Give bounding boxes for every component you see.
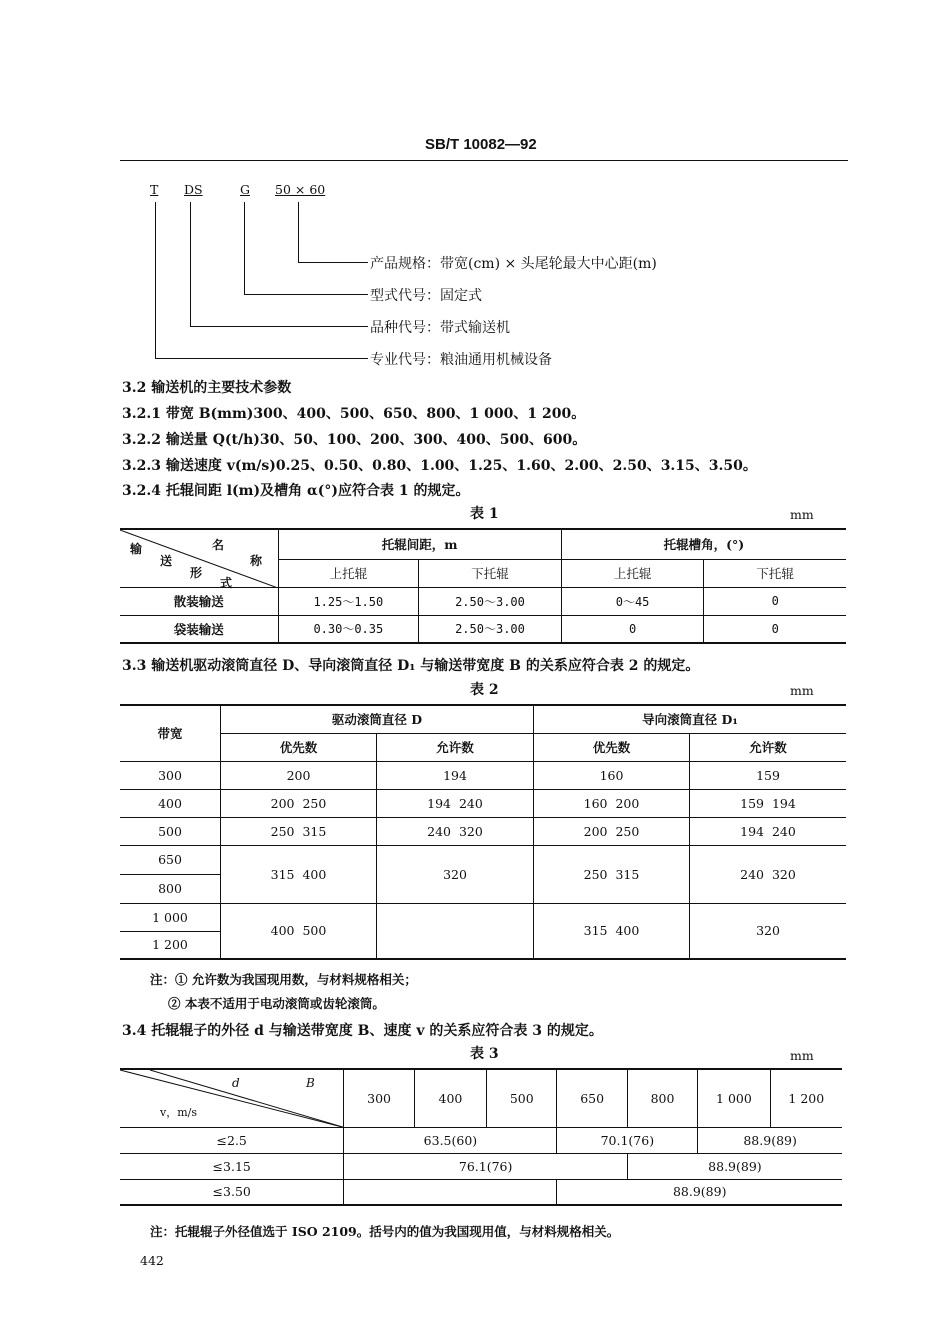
- table1-unit: mm: [790, 507, 814, 522]
- table-row: 400 200 250 194 240 160 200 159 194: [120, 789, 846, 817]
- table2-col0: 带宽: [120, 705, 221, 761]
- section-3-3: 3.3 输送机驱动滚筒直径 D、导向滚筒直径 D₁ 与输送带宽度 B 的关系应符合表 2 的规定。: [122, 658, 700, 674]
- section-3-2: 3.2 输送机的主要技术参数: [122, 380, 292, 396]
- code-label-spec: 产品规格：带宽(cm) × 头尾轮最大中心距(m): [370, 256, 657, 272]
- code-label-type: 型式代号：固定式: [370, 288, 482, 304]
- table2: 带宽 驱动滚筒直径 D 导向滚筒直径 D₁ 优先数 允许数 优先数 允许数 300 200 194 160 159 400 200 250 194 240 160 200 159 194 500 250 315 240 320 200 250 194 240 650 315 400 320 250 315 240 320 800 1 000 400 500 315 400 320 1 200: [120, 704, 846, 960]
- table2-note-2: ② 本表不适用于电动滚筒或齿轮滚筒。: [168, 996, 385, 1011]
- code-part-spec: 50 × 60: [275, 182, 326, 197]
- table2-unit: mm: [790, 683, 814, 698]
- table3-caption: 表 3: [470, 1046, 499, 1062]
- code-label-variety: 品种代号：带式输送机: [370, 320, 510, 336]
- table-row: 袋装输送 0.30～0.35 2.50～3.00 0 0: [120, 615, 846, 643]
- table3-unit: mm: [790, 1048, 814, 1063]
- standard-code: SB/T 10082—92: [425, 136, 537, 153]
- table1-sub: 上托辊: [278, 559, 419, 587]
- table3-note: 注：托辊辊子外径值选于 ISO 2109。括号内的值为我国现用值，与材料规格相关。: [150, 1224, 620, 1239]
- section-3-2-4: 3.2.4 托辊间距 l(m)及槽角 α(°)应符合表 1 的规定。: [122, 483, 470, 499]
- table-row: 300 200 194 160 159: [120, 761, 846, 789]
- table1-sub: 下托辊: [419, 559, 562, 587]
- table1-sub: 上托辊: [561, 559, 704, 587]
- table-row: 650 315 400 320 250 315 240 320: [120, 845, 846, 874]
- table1-corner: 名 称 输 送 形 式: [120, 529, 278, 587]
- table3: d B v，m/s 300 400 500 650 800 1 000 1 200 ≤2.5 63.5(60) 70.1(76) 88.9(89) ≤3.15 76.1(76) 88.9(89) ≤3.50 88.9(89): [120, 1068, 842, 1206]
- table-row: 散装输送 1.25～1.50 2.50～3.00 0～45 0: [120, 587, 846, 615]
- table1-group-angle: 托辊槽角，(°): [561, 529, 846, 559]
- table2-group-drive: 驱动滚筒直径 D: [221, 705, 534, 733]
- table1-sub: 下托辊: [704, 559, 846, 587]
- table-row: ≤3.15 76.1(76) 88.9(89): [120, 1153, 842, 1179]
- table1-group-spacing: 托辊间距，m: [278, 529, 561, 559]
- header-rule: [120, 160, 848, 161]
- table-row: ≤2.5 63.5(60) 70.1(76) 88.9(89): [120, 1127, 842, 1153]
- table1: [120, 528, 846, 644]
- section-3-4: 3.4 托辊辊子的外径 d 与输送带宽度 B、速度 v 的关系应符合表 3 的规定。: [122, 1023, 603, 1039]
- page-number: 442: [140, 1253, 164, 1268]
- code-label-profession: 专业代号：粮油通用机械设备: [370, 352, 552, 368]
- table3-corner: d B v，m/s: [120, 1069, 344, 1127]
- code-part-ds: DS: [184, 182, 203, 197]
- table-row: 1 000 400 500 315 400 320: [120, 903, 846, 931]
- table2-note-1: 注：① 允许数为我国现用数，与材料规格相关；: [150, 972, 417, 987]
- section-3-2-2: 3.2.2 输送量 Q(t/h)30、50、100、200、300、400、500、600。: [122, 432, 587, 448]
- table2-caption: 表 2: [470, 682, 499, 698]
- code-part-g: G: [240, 182, 250, 197]
- table-row: 800: [120, 874, 846, 903]
- section-3-2-1: 3.2.1 带宽 B(mm)300、400、500、650、800、1 000、1 200。: [122, 406, 586, 422]
- table-row: 500 250 315 240 320 200 250 194 240: [120, 817, 846, 845]
- table-row: ≤3.50 88.9(89): [120, 1179, 842, 1205]
- code-part-t: T: [150, 182, 159, 197]
- table1-caption: 表 1: [470, 506, 499, 522]
- table-row: 1 200: [120, 931, 846, 959]
- table2-group-guide: 导向滚筒直径 D₁: [534, 705, 847, 733]
- section-3-2-3: 3.2.3 输送速度 v(m/s)0.25、0.50、0.80、1.00、1.25、1.60、2.00、2.50、3.15、3.50。: [122, 458, 757, 474]
